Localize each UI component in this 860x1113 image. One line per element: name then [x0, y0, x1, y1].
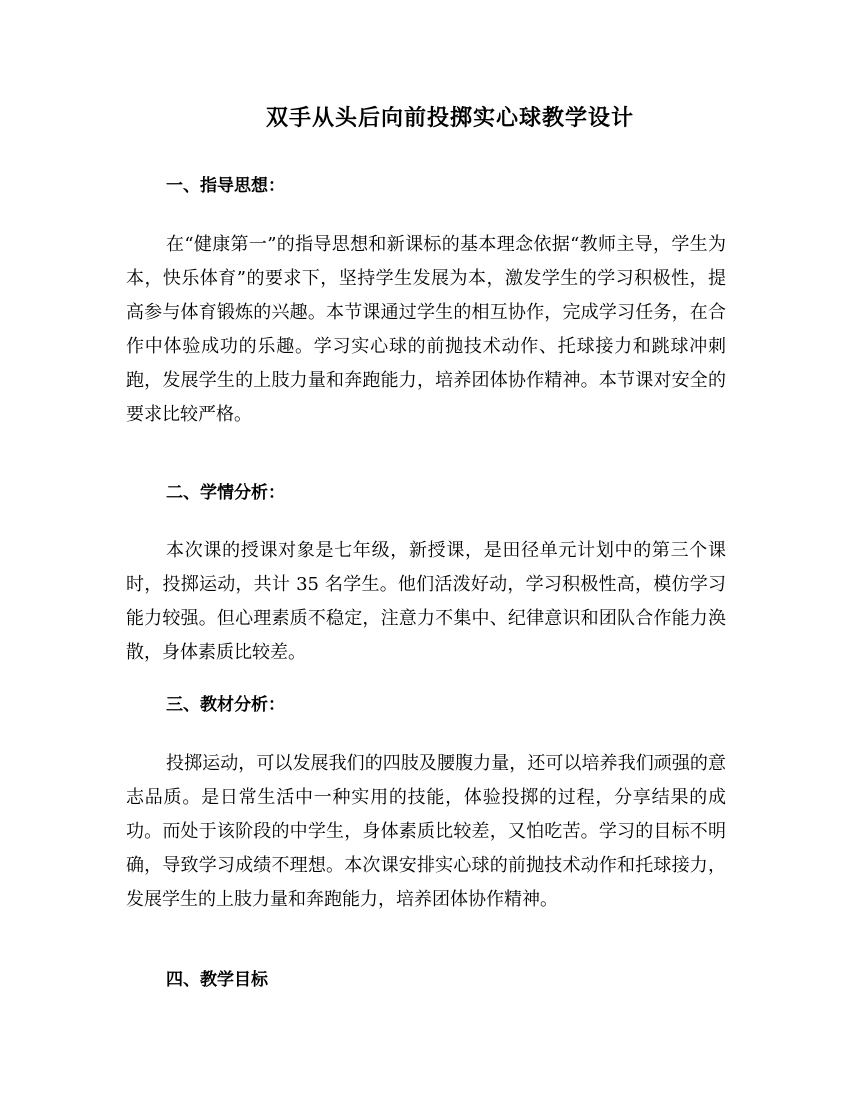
section-body-student-analysis: 本次课的授课对象是七年级，新授课，是田径单元计划中的第三个课时，投掷运动，共计 35 名学生。他们活泼好动，学习积极性高，模仿学习能力较强。但心理素质不稳定，注意力不集中、纪律意识和团队合作能力涣散，身体素质比较差。	[126, 540, 726, 663]
section-heading-teaching-objectives: 四、教学目标	[166, 970, 268, 990]
section-body-material-analysis: 投掷运动，可以发展我们的四肢及腰腹力量，还可以培养我们顽强的意志品质。是日常生活中一种实用的技能，体验投掷的过程，分享结果的成功。而处于该阶段的中学生，身体素质比较差，又怕吃苦。学习的目标不明确，导致学习成绩不理想。本次课安排实心球的前抛技术动作和托球接力，发展学生的上肢力量和奔跑能力，培养团体协作精神。	[126, 753, 726, 910]
section-heading-guiding-ideology: 一、指导思想：	[166, 176, 285, 196]
section-heading-material-analysis: 三、教材分析：	[166, 695, 285, 715]
section-body-guiding-ideology: 在“健康第一”的指导思想和新课标的基本理念依据“教师主导，学生为本，快乐体育”的要求下，坚持学生发展为本，激发学生的学习积极性，提高参与体育锻炼的兴趣。本节课通过学生的相互协作，完成学习任务，在合作中体验成功的乐趣。学习实心球的前抛技术动作、托球接力和跳球冲刺跑，发展学生的上肢力量和奔跑能力，培养团体协作精神。本节课对安全的要求比较严格。	[126, 234, 726, 425]
document-title: 双手从头后向前投掷实心球教学设计	[265, 105, 634, 131]
section-heading-student-analysis: 二、学情分析：	[166, 483, 285, 503]
